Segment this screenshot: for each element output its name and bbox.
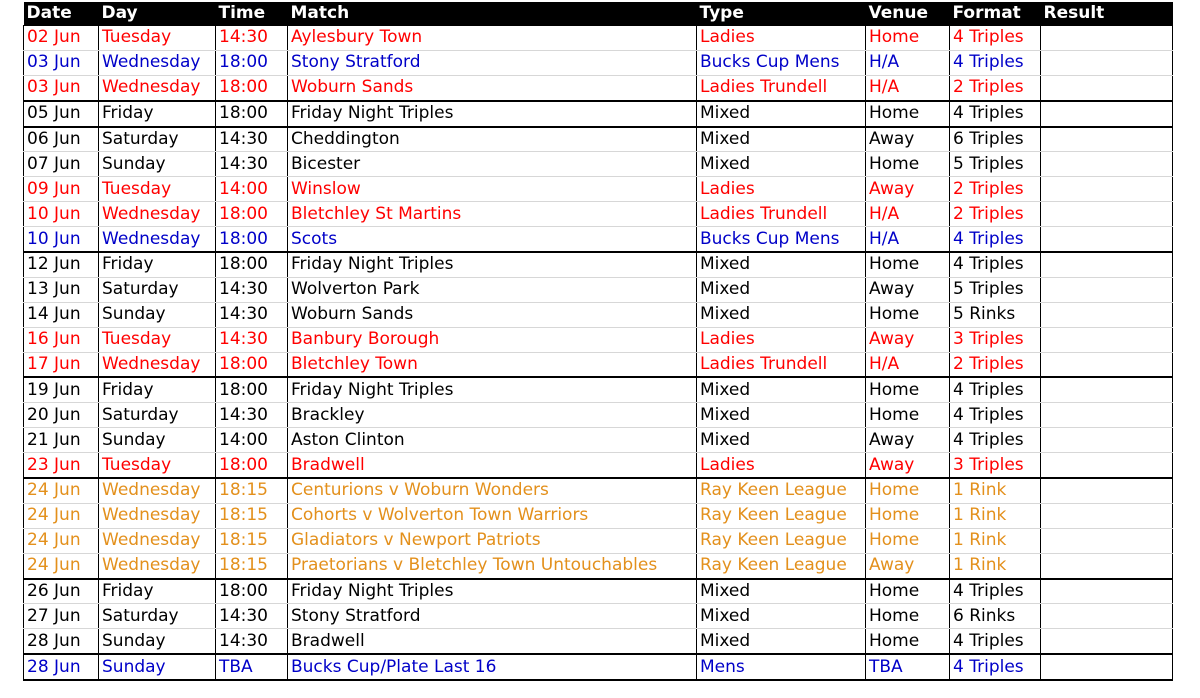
cell-result[interactable] [1041,478,1173,503]
cell-match: Scots [288,227,697,252]
cell-date: 05 Jun [24,101,99,127]
cell-day: Saturday [99,277,216,302]
cell-result[interactable] [1041,553,1173,578]
cell-type: Mixed [697,629,866,654]
cell-result[interactable] [1041,377,1173,402]
cell-format: 2 Triples [950,75,1041,100]
cell-format: 4 Triples [950,377,1041,402]
table-row [24,127,1173,152]
cell-format: 5 Triples [950,277,1041,302]
cell-time: 18:15 [216,478,288,503]
cell-match: Aylesbury Town [288,26,697,51]
cell-match: Friday Night Triples [288,252,697,277]
cell-venue: Away [866,428,950,453]
cell-venue: Away [866,553,950,578]
table-row [24,277,1173,302]
cell-venue: H/A [866,50,950,75]
cell-match: Cohorts v Wolverton Town Warriors [288,503,697,528]
fixtures-table [23,2,1173,681]
cell-day: Sunday [99,654,216,680]
cell-result[interactable] [1041,654,1173,680]
table-row [24,101,1173,127]
cell-match: Friday Night Triples [288,101,697,127]
cell-type: Mens [697,654,866,680]
cell-result[interactable] [1041,252,1173,277]
cell-type: Bucks Cup Mens [697,227,866,252]
header-day: Day [99,2,216,26]
header-result: Result [1041,2,1173,26]
cell-type: Ray Keen League [697,478,866,503]
cell-date: 16 Jun [24,327,99,352]
cell-time: 18:00 [216,453,288,478]
cell-match: Bucks Cup/Plate Last 16 [288,654,697,680]
cell-format: 4 Triples [950,26,1041,51]
cell-format: 2 Triples [950,352,1041,377]
cell-match: Woburn Sands [288,302,697,327]
cell-result[interactable] [1041,528,1173,553]
cell-type: Mixed [697,152,866,177]
cell-format: 1 Rink [950,478,1041,503]
cell-venue: Home [866,629,950,654]
cell-time: 18:00 [216,50,288,75]
table-header [24,2,1173,26]
cell-type: Ladies [697,177,866,202]
cell-time: TBA [216,654,288,680]
cell-result[interactable] [1041,604,1173,629]
cell-type: Ray Keen League [697,503,866,528]
cell-format: 4 Triples [950,101,1041,127]
cell-result[interactable] [1041,277,1173,302]
cell-match: Gladiators v Newport Patriots [288,528,697,553]
cell-day: Tuesday [99,453,216,478]
cell-date: 24 Jun [24,478,99,503]
cell-venue: H/A [866,75,950,100]
table-row [24,453,1173,478]
cell-result[interactable] [1041,453,1173,478]
cell-time: 14:30 [216,327,288,352]
cell-venue: Home [866,302,950,327]
header-format: Format [950,2,1041,26]
header-match: Match [288,2,697,26]
cell-venue: Home [866,528,950,553]
cell-date: 27 Jun [24,604,99,629]
cell-venue: Home [866,377,950,402]
cell-day: Friday [99,252,216,277]
cell-result[interactable] [1041,302,1173,327]
cell-format: 6 Triples [950,127,1041,152]
cell-day: Wednesday [99,503,216,528]
cell-result[interactable] [1041,327,1173,352]
cell-format: 5 Triples [950,152,1041,177]
cell-time: 14:30 [216,302,288,327]
cell-type: Ray Keen League [697,528,866,553]
cell-date: 10 Jun [24,202,99,227]
cell-date: 10 Jun [24,227,99,252]
cell-type: Mixed [697,377,866,402]
table-body [24,26,1173,681]
cell-venue: Home [866,26,950,51]
cell-type: Mixed [697,277,866,302]
cell-venue: Home [866,503,950,528]
cell-date: 13 Jun [24,277,99,302]
cell-date: 14 Jun [24,302,99,327]
cell-date: 23 Jun [24,453,99,478]
cell-match: Stony Stratford [288,50,697,75]
table-row [24,403,1173,428]
cell-date: 03 Jun [24,50,99,75]
cell-result[interactable] [1041,101,1173,127]
cell-type: Ladies Trundell [697,202,866,227]
cell-type: Ladies [697,453,866,478]
cell-match: Aston Clinton [288,428,697,453]
cell-date: 24 Jun [24,528,99,553]
cell-venue: Home [866,579,950,604]
table-row [24,604,1173,629]
cell-venue: H/A [866,352,950,377]
cell-format: 4 Triples [950,403,1041,428]
cell-venue: Home [866,152,950,177]
cell-type: Ray Keen League [697,553,866,578]
header-time: Time [216,2,288,26]
cell-date: 12 Jun [24,252,99,277]
cell-date: 20 Jun [24,403,99,428]
cell-date: 06 Jun [24,127,99,152]
table-row [24,152,1173,177]
cell-day: Sunday [99,428,216,453]
cell-day: Wednesday [99,528,216,553]
cell-format: 4 Triples [950,428,1041,453]
cell-date: 24 Jun [24,503,99,528]
header-date: Date [24,2,99,26]
cell-day: Friday [99,377,216,402]
cell-time: 18:00 [216,579,288,604]
cell-time: 14:30 [216,26,288,51]
cell-format: 6 Rinks [950,604,1041,629]
cell-time: 18:15 [216,503,288,528]
cell-format: 4 Triples [950,629,1041,654]
cell-time: 14:30 [216,604,288,629]
cell-format: 2 Triples [950,177,1041,202]
cell-format: 4 Triples [950,252,1041,277]
table-row [24,629,1173,654]
cell-type: Mixed [697,579,866,604]
table-row [24,202,1173,227]
cell-time: 14:00 [216,177,288,202]
cell-day: Sunday [99,629,216,654]
cell-day: Friday [99,101,216,127]
cell-type: Ladies [697,327,866,352]
cell-venue: Home [866,252,950,277]
cell-day: Sunday [99,152,216,177]
cell-match: Brackley [288,403,697,428]
cell-match: Winslow [288,177,697,202]
cell-date: 07 Jun [24,152,99,177]
cell-venue: Away [866,453,950,478]
cell-venue: Away [866,277,950,302]
cell-match: Bradwell [288,629,697,654]
cell-time: 14:30 [216,403,288,428]
cell-day: Wednesday [99,227,216,252]
cell-result[interactable] [1041,50,1173,75]
table-row [24,252,1173,277]
cell-result[interactable] [1041,227,1173,252]
cell-match: Cheddington [288,127,697,152]
cell-day: Wednesday [99,352,216,377]
table-row [24,302,1173,327]
cell-venue: Away [866,177,950,202]
cell-venue: Home [866,101,950,127]
cell-result[interactable] [1041,152,1173,177]
cell-match: Bletchley St Martins [288,202,697,227]
cell-result[interactable] [1041,352,1173,377]
cell-date: 17 Jun [24,352,99,377]
cell-time: 14:30 [216,127,288,152]
cell-result[interactable] [1041,202,1173,227]
cell-day: Wednesday [99,553,216,578]
cell-format: 3 Triples [950,453,1041,478]
cell-day: Saturday [99,403,216,428]
cell-time: 18:00 [216,252,288,277]
cell-venue: Home [866,478,950,503]
cell-time: 18:00 [216,202,288,227]
table-row [24,327,1173,352]
cell-day: Tuesday [99,177,216,202]
cell-time: 14:30 [216,277,288,302]
table-row [24,227,1173,252]
cell-result[interactable] [1041,428,1173,453]
table-row [24,75,1173,100]
cell-match: Centurions v Woburn Wonders [288,478,697,503]
cell-time: 18:15 [216,528,288,553]
cell-time: 18:00 [216,377,288,402]
cell-format: 4 Triples [950,579,1041,604]
cell-day: Wednesday [99,202,216,227]
cell-time: 14:00 [216,428,288,453]
cell-venue: H/A [866,227,950,252]
cell-format: 4 Triples [950,227,1041,252]
header-type: Type [697,2,866,26]
cell-date: 26 Jun [24,579,99,604]
header-venue: Venue [866,2,950,26]
cell-match: Friday Night Triples [288,579,697,604]
cell-type: Mixed [697,127,866,152]
cell-type: Mixed [697,428,866,453]
cell-type: Ladies Trundell [697,75,866,100]
cell-type: Bucks Cup Mens [697,50,866,75]
cell-venue: H/A [866,202,950,227]
cell-match: Praetorians v Bletchley Town Untouchables [288,553,697,578]
fixtures-sheet [23,2,1172,681]
cell-time: 18:00 [216,75,288,100]
cell-date: 28 Jun [24,629,99,654]
cell-format: 4 Triples [950,50,1041,75]
table-row [24,177,1173,202]
cell-venue: Home [866,403,950,428]
cell-type: Mixed [697,302,866,327]
cell-format: 1 Rink [950,503,1041,528]
cell-format: 2 Triples [950,202,1041,227]
cell-match: Woburn Sands [288,75,697,100]
cell-day: Wednesday [99,75,216,100]
cell-match: Wolverton Park [288,277,697,302]
table-row [24,50,1173,75]
table-row [24,503,1173,528]
cell-time: 18:15 [216,553,288,578]
table-row [24,352,1173,377]
cell-day: Saturday [99,127,216,152]
cell-day: Tuesday [99,327,216,352]
cell-date: 09 Jun [24,177,99,202]
cell-date: 28 Jun [24,654,99,680]
cell-type: Mixed [697,252,866,277]
cell-day: Friday [99,579,216,604]
cell-date: 24 Jun [24,553,99,578]
cell-venue: TBA [866,654,950,680]
cell-match: Banbury Borough [288,327,697,352]
cell-match: Friday Night Triples [288,377,697,402]
cell-day: Saturday [99,604,216,629]
cell-day: Sunday [99,302,216,327]
cell-result[interactable] [1041,75,1173,100]
cell-format: 4 Triples [950,654,1041,680]
cell-date: 21 Jun [24,428,99,453]
cell-result[interactable] [1041,503,1173,528]
table-row [24,377,1173,402]
cell-venue: Away [866,127,950,152]
cell-format: 1 Rink [950,553,1041,578]
cell-day: Wednesday [99,50,216,75]
cell-type: Ladies [697,26,866,51]
cell-date: 19 Jun [24,377,99,402]
cell-time: 18:00 [216,101,288,127]
table-row [24,654,1173,680]
cell-result[interactable] [1041,26,1173,51]
cell-type: Ladies Trundell [697,352,866,377]
table-row [24,428,1173,453]
cell-venue: Home [866,604,950,629]
table-row [24,579,1173,604]
cell-match: Bicester [288,152,697,177]
cell-time: 14:30 [216,629,288,654]
table-row [24,528,1173,553]
cell-type: Mixed [697,604,866,629]
cell-match: Bletchley Town [288,352,697,377]
table-row [24,553,1173,578]
table-row [24,26,1173,51]
cell-time: 18:00 [216,352,288,377]
cell-format: 1 Rink [950,528,1041,553]
cell-format: 3 Triples [950,327,1041,352]
cell-date: 03 Jun [24,75,99,100]
cell-venue: Away [866,327,950,352]
cell-day: Tuesday [99,26,216,51]
cell-time: 14:30 [216,152,288,177]
header-row [24,2,1173,26]
cell-result[interactable] [1041,403,1173,428]
cell-date: 02 Jun [24,26,99,51]
cell-result[interactable] [1041,127,1173,152]
cell-match: Bradwell [288,453,697,478]
cell-format: 5 Rinks [950,302,1041,327]
cell-match: Stony Stratford [288,604,697,629]
cell-type: Mixed [697,101,866,127]
cell-type: Mixed [697,403,866,428]
cell-day: Wednesday [99,478,216,503]
cell-result[interactable] [1041,629,1173,654]
cell-time: 18:00 [216,227,288,252]
table-row [24,478,1173,503]
cell-result[interactable] [1041,177,1173,202]
cell-result[interactable] [1041,579,1173,604]
